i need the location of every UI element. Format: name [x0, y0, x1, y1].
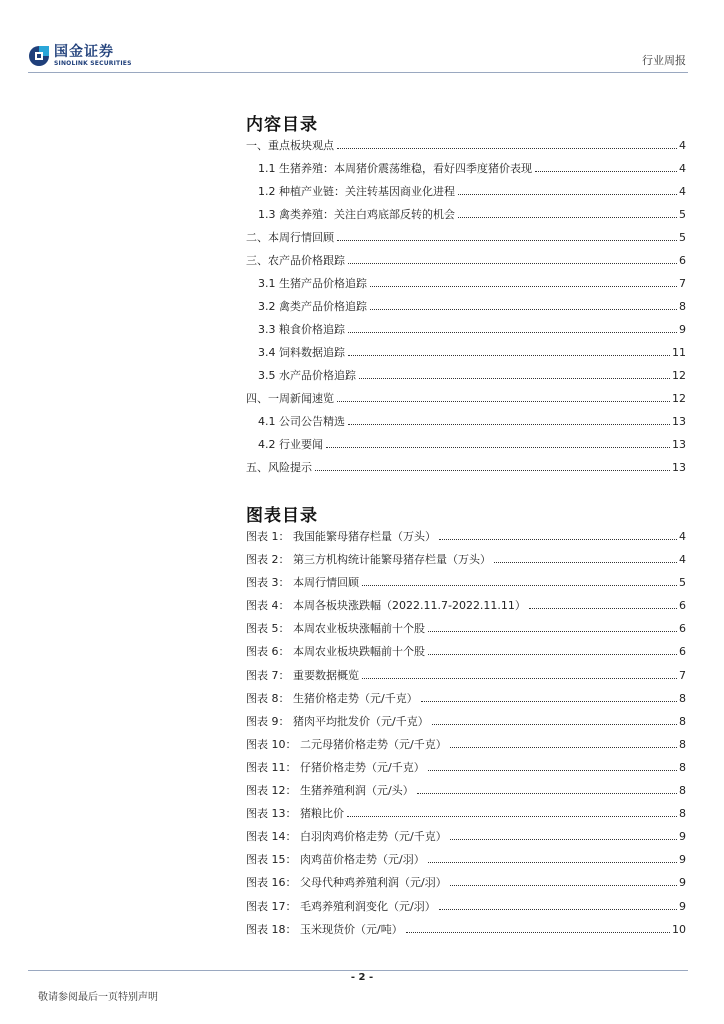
- toc-title: 内容目录: [246, 115, 318, 135]
- figure-entry-page: 6: [679, 622, 686, 636]
- figure-entry-page: 8: [679, 760, 686, 774]
- toc-entry[interactable]: [246, 229, 686, 252]
- figure-entry[interactable]: [246, 898, 686, 921]
- toc-entry-page: 4: [679, 162, 686, 175]
- toc-entry[interactable]: [246, 321, 686, 344]
- figure-entry-label: 图表 3： 本周行情回顾: [246, 576, 359, 590]
- figure-entry-label: 图表 4： 本周各板块涨跌幅（2022.11.7-2022.11.11）: [246, 599, 526, 613]
- dot-leader: [458, 216, 677, 218]
- toc-entry-page: 12: [672, 369, 686, 382]
- dot-leader: [348, 354, 670, 356]
- toc-entry[interactable]: [246, 252, 686, 275]
- toc-entry-page: 13: [672, 438, 686, 451]
- sinolink-logo-icon: [28, 45, 50, 67]
- dot-leader: [529, 607, 677, 609]
- dot-leader: [347, 815, 677, 817]
- dot-leader: [450, 746, 677, 748]
- toc-entry[interactable]: [246, 137, 686, 160]
- figure-entry-label: 图表 9： 猪肉平均批发价（元/千克）: [246, 714, 429, 728]
- toc-entry-page: 5: [679, 208, 686, 221]
- figure-entry[interactable]: [246, 851, 686, 874]
- figure-entry[interactable]: [246, 759, 686, 782]
- figure-entry-label: 图表 14： 白羽肉鸡价格走势（元/千克）: [246, 830, 447, 844]
- toc-entry-label: 五、风险提示: [246, 461, 312, 474]
- dot-leader: [337, 400, 670, 402]
- dot-leader: [439, 538, 677, 540]
- dot-leader: [428, 861, 677, 863]
- figure-entry-label: 图表 10： 二元母猪价格走势（元/千克）: [246, 737, 447, 751]
- table-of-contents: [246, 137, 686, 482]
- figure-entry-page: 9: [679, 899, 686, 913]
- company-logo: [28, 42, 132, 70]
- figure-entry-page: 8: [679, 784, 686, 798]
- toc-entry-label: 3.2 禽类产品价格追踪: [258, 300, 367, 313]
- dot-leader: [432, 723, 677, 725]
- dot-leader: [337, 239, 677, 241]
- toc-entry-page: 13: [672, 415, 686, 428]
- figure-entry-label: 图表 12： 生猪养殖利润（元/头）: [246, 784, 414, 798]
- figure-entry[interactable]: [246, 736, 686, 759]
- toc-entry[interactable]: [246, 298, 686, 321]
- toc-entry-page: 4: [679, 185, 686, 198]
- figures-title: 图表目录: [246, 506, 318, 526]
- figure-entry[interactable]: [246, 828, 686, 851]
- figure-entry-page: 6: [679, 645, 686, 659]
- footer-disclaimer: 敬请参阅最后一页特别声明: [38, 992, 158, 1003]
- toc-entry-page: 4: [679, 139, 686, 152]
- figure-entry-page: 8: [679, 737, 686, 751]
- dot-leader: [417, 792, 677, 794]
- toc-entry-page: 6: [679, 254, 686, 267]
- figure-entry-page: 8: [679, 691, 686, 705]
- figure-entry-label: 图表 15： 肉鸡苗价格走势（元/羽）: [246, 853, 425, 867]
- figure-entry-page: 8: [679, 807, 686, 821]
- toc-entry-label: 一、重点板块观点: [246, 139, 334, 152]
- dot-leader: [428, 653, 677, 655]
- figure-entry-label: 图表 5： 本周农业板块涨幅前十个股: [246, 622, 425, 636]
- toc-entry-label: 三、农产品价格跟踪: [246, 254, 345, 267]
- toc-entry[interactable]: [246, 367, 686, 390]
- figure-entry[interactable]: [246, 874, 686, 897]
- dot-leader: [348, 331, 677, 333]
- dot-leader: [326, 446, 670, 448]
- toc-entry[interactable]: [246, 413, 686, 436]
- toc-entry-page: 7: [679, 277, 686, 290]
- dot-leader: [421, 700, 677, 702]
- figure-entry-page: 9: [679, 876, 686, 890]
- page-number: - 2 -: [350, 972, 374, 983]
- toc-entry-page: 13: [672, 461, 686, 474]
- figure-entry-label: 图表 18： 玉米现货价（元/吨）: [246, 922, 403, 936]
- toc-entry-label: 二、本周行情回顾: [246, 231, 334, 244]
- figure-entry-page: 8: [679, 714, 686, 728]
- dot-leader: [450, 884, 677, 886]
- figure-entry-page: 10: [672, 922, 686, 936]
- report-type-label: 行业周报: [642, 54, 686, 67]
- figure-entry-page: 9: [679, 853, 686, 867]
- figure-entry-label: 图表 13： 猪粮比价: [246, 807, 344, 821]
- figure-entry-page: 5: [679, 576, 686, 590]
- toc-entry-label: 3.4 饲料数据追踪: [258, 346, 345, 359]
- list-of-figures: [246, 528, 686, 944]
- footer-divider: [28, 970, 688, 971]
- figure-entry-page: 7: [679, 668, 686, 682]
- figure-entry-label: 图表 1： 我国能繁母猪存栏量（万头）: [246, 530, 436, 543]
- dot-leader: [406, 931, 670, 933]
- figure-entry[interactable]: [246, 921, 686, 944]
- figure-entry[interactable]: [246, 713, 686, 736]
- dot-leader: [370, 308, 677, 310]
- toc-entry[interactable]: [246, 206, 686, 229]
- figure-entry[interactable]: [246, 643, 686, 666]
- toc-entry[interactable]: [246, 436, 686, 459]
- toc-entry-page: 12: [672, 392, 686, 405]
- dot-leader: [362, 584, 677, 586]
- figure-entry-label: 图表 7： 重要数据概览: [246, 668, 359, 682]
- toc-entry[interactable]: [246, 344, 686, 367]
- header-divider: [28, 72, 688, 73]
- dot-leader: [428, 769, 677, 771]
- toc-entry-label: 3.5 水产品价格追踪: [258, 369, 356, 382]
- toc-entry-page: 8: [679, 300, 686, 313]
- toc-entry-page: 9: [679, 323, 686, 336]
- toc-entry-label: 3.3 粮食价格追踪: [258, 323, 345, 336]
- toc-entry[interactable]: [246, 183, 686, 206]
- toc-entry-label: 1.2 种植产业链：关注转基因商业化进程: [258, 185, 455, 198]
- dot-leader: [359, 377, 670, 379]
- dot-leader: [428, 630, 677, 632]
- figure-entry-label: 图表 11： 仔猪价格走势（元/千克）: [246, 760, 425, 774]
- toc-entry-label: 4.1 公司公告精选: [258, 415, 345, 428]
- figure-entry-page: 9: [679, 830, 686, 844]
- dot-leader: [450, 838, 677, 840]
- toc-entry[interactable]: [246, 160, 686, 183]
- toc-entry[interactable]: [246, 275, 686, 298]
- figure-entry[interactable]: [246, 782, 686, 805]
- logo-chinese-name: 国金证券: [54, 44, 114, 60]
- toc-entry[interactable]: [246, 390, 686, 413]
- figure-entry-label: 图表 6： 本周农业板块跌幅前十个股: [246, 645, 425, 659]
- dot-leader: [362, 677, 677, 679]
- figure-entry[interactable]: [246, 574, 686, 597]
- figure-entry[interactable]: [246, 597, 686, 620]
- figure-entry-label: 图表 17： 毛鸡养殖利润变化（元/羽）: [246, 899, 436, 913]
- dot-leader: [348, 262, 677, 264]
- dot-leader: [458, 193, 677, 195]
- logo-english-name: SINOLINK SECURITIES: [54, 60, 132, 67]
- figure-entry[interactable]: [246, 620, 686, 643]
- dot-leader: [348, 423, 670, 425]
- toc-entry-label: 4.2 行业要闻: [258, 438, 323, 451]
- toc-entry-label: 四、一周新闻速览: [246, 392, 334, 405]
- page-header: [0, 0, 724, 72]
- toc-entry-label: 1.1 生猪养殖：本周猪价震荡维稳，看好四季度猪价表现: [258, 162, 532, 175]
- dot-leader: [439, 908, 677, 910]
- figure-entry[interactable]: [246, 551, 686, 574]
- figure-entry-label: 图表 16： 父母代种鸡养殖利润（元/羽）: [246, 876, 447, 890]
- figure-entry-page: 4: [679, 553, 686, 567]
- figure-entry[interactable]: [246, 528, 686, 551]
- figure-entry[interactable]: [246, 805, 686, 828]
- toc-entry-page: 11: [672, 346, 686, 359]
- dot-leader: [494, 561, 677, 563]
- figure-entry[interactable]: [246, 690, 686, 713]
- figure-entry-label: 图表 8： 生猪价格走势（元/千克）: [246, 691, 418, 705]
- dot-leader: [315, 469, 670, 471]
- toc-entry-page: 5: [679, 231, 686, 244]
- toc-entry[interactable]: [246, 459, 686, 482]
- toc-entry-label: 1.3 禽类养殖：关注白鸡底部反转的机会: [258, 208, 455, 221]
- dot-leader: [370, 285, 677, 287]
- toc-entry-label: 3.1 生猪产品价格追踪: [258, 277, 367, 290]
- figure-entry[interactable]: [246, 667, 686, 690]
- dot-leader: [535, 170, 677, 172]
- figure-entry-page: 4: [679, 530, 686, 543]
- figure-entry-page: 6: [679, 599, 686, 613]
- figure-entry-label: 图表 2： 第三方机构统计能繁母猪存栏量（万头）: [246, 553, 491, 567]
- dot-leader: [337, 147, 677, 149]
